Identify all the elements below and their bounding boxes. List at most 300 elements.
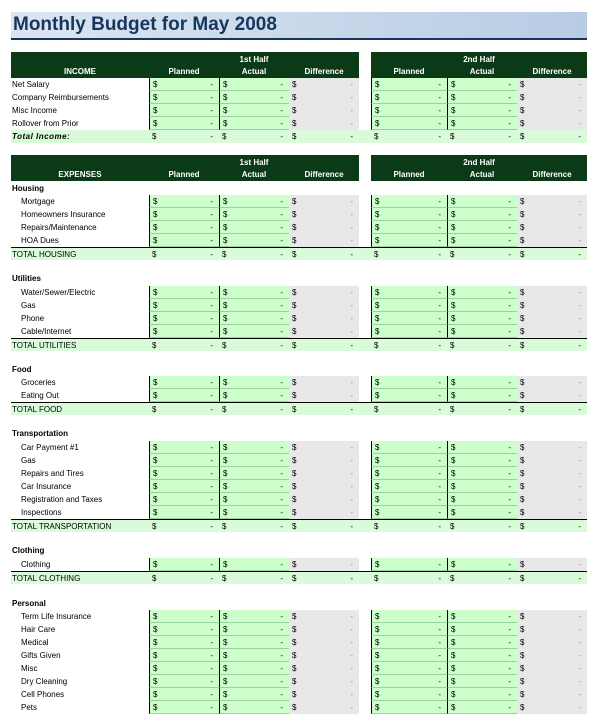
amount-value: - bbox=[578, 210, 581, 219]
amount-value: - bbox=[350, 495, 353, 504]
amount-input-cell[interactable] bbox=[149, 208, 219, 221]
amount-input-cell[interactable] bbox=[219, 91, 289, 104]
amount-input-cell[interactable] bbox=[447, 389, 517, 402]
amount-input-cell[interactable] bbox=[149, 389, 219, 402]
amount-input-cell[interactable] bbox=[149, 91, 219, 104]
difference-cell bbox=[289, 701, 359, 714]
currency-sign: $ bbox=[375, 288, 380, 297]
amount-input-cell[interactable] bbox=[149, 78, 219, 91]
amount-input-cell[interactable] bbox=[219, 195, 289, 208]
amount-value: - bbox=[438, 80, 441, 89]
row-label: Inspections bbox=[21, 508, 62, 517]
amount-input-cell[interactable] bbox=[371, 195, 447, 208]
currency-sign: $ bbox=[375, 236, 380, 245]
header-planned: Planned bbox=[393, 170, 425, 179]
amount-input-cell[interactable] bbox=[219, 117, 289, 130]
amount-value: - bbox=[280, 482, 283, 491]
currency-sign: $ bbox=[375, 80, 380, 89]
amount-input-cell[interactable] bbox=[149, 299, 219, 312]
amount-input-cell[interactable] bbox=[219, 78, 289, 91]
amount-input-cell[interactable] bbox=[149, 312, 219, 325]
currency-sign: $ bbox=[375, 560, 380, 569]
amount-input-cell[interactable] bbox=[447, 636, 517, 649]
amount-input-cell[interactable] bbox=[447, 195, 517, 208]
row-label: Net Salary bbox=[12, 80, 50, 89]
difference-cell bbox=[517, 558, 587, 571]
amount-input-cell[interactable] bbox=[371, 675, 447, 688]
currency-sign: $ bbox=[520, 236, 525, 245]
currency-sign: $ bbox=[153, 223, 158, 232]
amount-input-cell[interactable] bbox=[219, 610, 289, 623]
row-label: Clothing bbox=[21, 560, 51, 569]
amount-input-cell[interactable] bbox=[219, 688, 289, 701]
difference-cell bbox=[517, 441, 587, 454]
amount-input-cell[interactable] bbox=[447, 221, 517, 234]
amount-value: - bbox=[350, 508, 353, 517]
amount-input-cell[interactable] bbox=[149, 688, 219, 701]
amount-value: - bbox=[578, 288, 581, 297]
difference-cell bbox=[517, 506, 587, 519]
amount-input-cell[interactable] bbox=[219, 299, 289, 312]
amount-value: - bbox=[210, 119, 213, 128]
amount-input-cell[interactable] bbox=[447, 441, 517, 454]
amount-input-cell[interactable] bbox=[219, 623, 289, 636]
amount-value: - bbox=[508, 690, 511, 699]
amount-value: - bbox=[280, 250, 283, 259]
amount-input-cell[interactable] bbox=[149, 286, 219, 299]
currency-sign: $ bbox=[153, 508, 158, 517]
amount-input-cell[interactable] bbox=[219, 701, 289, 714]
amount-input-cell[interactable] bbox=[447, 662, 517, 675]
amount-input-cell[interactable] bbox=[447, 558, 517, 571]
amount-input-cell[interactable] bbox=[447, 234, 517, 247]
group-heading: Clothing bbox=[12, 546, 45, 555]
amount-value: - bbox=[508, 469, 511, 478]
amount-value: - bbox=[280, 405, 283, 414]
currency-sign: $ bbox=[292, 288, 297, 297]
difference-cell bbox=[289, 376, 359, 389]
amount-value: - bbox=[508, 677, 511, 686]
amount-input-cell[interactable] bbox=[371, 376, 447, 389]
amount-input-cell[interactable] bbox=[447, 480, 517, 493]
currency-sign: $ bbox=[520, 197, 525, 206]
difference-cell bbox=[517, 312, 587, 325]
amount-input-cell[interactable] bbox=[219, 325, 289, 338]
amount-input-cell[interactable] bbox=[371, 325, 447, 338]
amount-value: - bbox=[280, 522, 283, 531]
row-label: Repairs and Tires bbox=[21, 469, 84, 478]
currency-sign: $ bbox=[292, 405, 297, 414]
amount-input-cell[interactable] bbox=[219, 558, 289, 571]
amount-input-cell[interactable] bbox=[219, 636, 289, 649]
header-difference: Difference bbox=[532, 67, 572, 76]
difference-cell bbox=[289, 339, 359, 352]
amount-value: - bbox=[438, 106, 441, 115]
amount-value: - bbox=[508, 197, 511, 206]
amount-input-cell[interactable] bbox=[371, 104, 447, 117]
amount-input-cell[interactable] bbox=[447, 688, 517, 701]
currency-sign: $ bbox=[375, 301, 380, 310]
currency-sign: $ bbox=[153, 80, 158, 89]
currency-sign: $ bbox=[451, 223, 456, 232]
amount-input-cell[interactable] bbox=[371, 389, 447, 402]
table-row bbox=[11, 675, 587, 688]
header-second-half bbox=[371, 52, 587, 78]
amount-value: - bbox=[350, 664, 353, 673]
currency-sign: $ bbox=[153, 612, 158, 621]
amount-input-cell[interactable] bbox=[149, 506, 219, 519]
difference-cell bbox=[517, 286, 587, 299]
currency-sign: $ bbox=[153, 236, 158, 245]
total-row bbox=[11, 247, 587, 260]
amount-value: - bbox=[438, 197, 441, 206]
amount-value: - bbox=[508, 612, 511, 621]
table-row bbox=[11, 389, 587, 402]
total-cell bbox=[371, 403, 447, 416]
currency-sign: $ bbox=[451, 288, 456, 297]
amount-input-cell[interactable] bbox=[149, 636, 219, 649]
amount-value: - bbox=[210, 250, 213, 259]
row-label: Misc bbox=[21, 664, 38, 673]
amount-value: - bbox=[438, 690, 441, 699]
currency-sign: $ bbox=[375, 391, 380, 400]
amount-value: - bbox=[438, 625, 441, 634]
amount-value: - bbox=[438, 223, 441, 232]
currency-sign: $ bbox=[292, 508, 297, 517]
amount-input-cell[interactable] bbox=[447, 493, 517, 506]
difference-cell bbox=[517, 701, 587, 714]
amount-value: - bbox=[350, 443, 353, 452]
currency-sign: $ bbox=[152, 250, 157, 259]
currency-sign: $ bbox=[375, 508, 380, 517]
currency-sign: $ bbox=[223, 612, 228, 621]
table-row bbox=[11, 558, 587, 571]
amount-value: - bbox=[350, 288, 353, 297]
row-label: Water/Sewer/Electric bbox=[21, 288, 96, 297]
total-cell bbox=[447, 520, 517, 533]
currency-sign: $ bbox=[153, 456, 158, 465]
amount-input-cell[interactable] bbox=[371, 610, 447, 623]
amount-input-cell[interactable] bbox=[371, 623, 447, 636]
currency-sign: $ bbox=[520, 405, 525, 414]
amount-input-cell[interactable] bbox=[371, 286, 447, 299]
currency-sign: $ bbox=[451, 210, 456, 219]
currency-sign: $ bbox=[451, 93, 456, 102]
currency-sign: $ bbox=[520, 288, 525, 297]
row-label: Hair Care bbox=[21, 625, 56, 634]
currency-sign: $ bbox=[520, 495, 525, 504]
amount-input-cell[interactable] bbox=[149, 376, 219, 389]
amount-input-cell[interactable] bbox=[447, 675, 517, 688]
amount-input-cell[interactable] bbox=[219, 234, 289, 247]
currency-sign: $ bbox=[451, 391, 456, 400]
amount-value: - bbox=[210, 560, 213, 569]
currency-sign: $ bbox=[451, 625, 456, 634]
currency-sign: $ bbox=[292, 677, 297, 686]
amount-input-cell[interactable] bbox=[447, 506, 517, 519]
currency-sign: $ bbox=[374, 341, 379, 350]
amount-value: - bbox=[438, 391, 441, 400]
amount-input-cell[interactable] bbox=[447, 299, 517, 312]
currency-sign: $ bbox=[450, 405, 455, 414]
currency-sign: $ bbox=[153, 560, 158, 569]
amount-input-cell[interactable] bbox=[447, 208, 517, 221]
currency-sign: $ bbox=[451, 612, 456, 621]
amount-input-cell[interactable] bbox=[371, 558, 447, 571]
currency-sign: $ bbox=[451, 236, 456, 245]
amount-value: - bbox=[578, 341, 581, 350]
amount-value: - bbox=[280, 327, 283, 336]
amount-input-cell[interactable] bbox=[219, 662, 289, 675]
amount-input-cell[interactable] bbox=[149, 701, 219, 714]
group-heading: Personal bbox=[12, 599, 46, 608]
currency-sign: $ bbox=[292, 341, 297, 350]
amount-value: - bbox=[280, 703, 283, 712]
difference-cell bbox=[517, 221, 587, 234]
amount-input-cell[interactable] bbox=[219, 104, 289, 117]
total-row bbox=[11, 571, 587, 584]
amount-input-cell[interactable] bbox=[447, 454, 517, 467]
currency-sign: $ bbox=[375, 690, 380, 699]
amount-input-cell[interactable] bbox=[149, 623, 219, 636]
amount-input-cell[interactable] bbox=[447, 117, 517, 130]
amount-input-cell[interactable] bbox=[219, 493, 289, 506]
currency-sign: $ bbox=[292, 197, 297, 206]
amount-input-cell[interactable] bbox=[447, 623, 517, 636]
amount-input-cell[interactable] bbox=[219, 675, 289, 688]
amount-value: - bbox=[578, 223, 581, 232]
currency-sign: $ bbox=[223, 314, 228, 323]
currency-sign: $ bbox=[374, 250, 379, 259]
row-label: Registration and Taxes bbox=[21, 495, 103, 504]
amount-input-cell[interactable] bbox=[447, 649, 517, 662]
amount-input-cell[interactable] bbox=[371, 467, 447, 480]
amount-input-cell[interactable] bbox=[371, 493, 447, 506]
amount-value: - bbox=[350, 341, 353, 350]
amount-input-cell[interactable] bbox=[219, 389, 289, 402]
currency-sign: $ bbox=[153, 301, 158, 310]
amount-value: - bbox=[578, 664, 581, 673]
amount-input-cell[interactable] bbox=[149, 649, 219, 662]
amount-value: - bbox=[280, 690, 283, 699]
currency-sign: $ bbox=[520, 456, 525, 465]
amount-input-cell[interactable] bbox=[219, 376, 289, 389]
amount-value: - bbox=[280, 288, 283, 297]
amount-value: - bbox=[438, 456, 441, 465]
currency-sign: $ bbox=[520, 106, 525, 115]
amount-value: - bbox=[508, 80, 511, 89]
amount-input-cell[interactable] bbox=[371, 312, 447, 325]
total-cell bbox=[371, 248, 447, 261]
currency-sign: $ bbox=[153, 651, 158, 660]
amount-value: - bbox=[578, 456, 581, 465]
amount-input-cell[interactable] bbox=[371, 662, 447, 675]
currency-sign: $ bbox=[292, 560, 297, 569]
amount-value: - bbox=[438, 378, 441, 387]
amount-value: - bbox=[578, 301, 581, 310]
amount-value: - bbox=[578, 651, 581, 660]
amount-input-cell[interactable] bbox=[149, 104, 219, 117]
amount-input-cell[interactable] bbox=[447, 286, 517, 299]
amount-value: - bbox=[350, 690, 353, 699]
amount-value: - bbox=[210, 223, 213, 232]
currency-sign: $ bbox=[292, 119, 297, 128]
amount-input-cell[interactable] bbox=[149, 467, 219, 480]
amount-input-cell[interactable] bbox=[371, 688, 447, 701]
amount-input-cell[interactable] bbox=[219, 208, 289, 221]
difference-cell bbox=[517, 572, 587, 585]
amount-value: - bbox=[210, 443, 213, 452]
amount-value: - bbox=[280, 378, 283, 387]
amount-input-cell[interactable] bbox=[447, 312, 517, 325]
amount-input-cell[interactable] bbox=[371, 701, 447, 714]
amount-input-cell[interactable] bbox=[149, 234, 219, 247]
amount-input-cell[interactable] bbox=[371, 299, 447, 312]
difference-cell bbox=[289, 403, 359, 416]
currency-sign: $ bbox=[520, 690, 525, 699]
difference-cell bbox=[289, 623, 359, 636]
amount-input-cell[interactable] bbox=[371, 208, 447, 221]
total-cell bbox=[219, 130, 289, 143]
amount-input-cell[interactable] bbox=[149, 675, 219, 688]
currency-sign: $ bbox=[375, 443, 380, 452]
amount-input-cell[interactable] bbox=[371, 91, 447, 104]
amount-input-cell[interactable] bbox=[371, 506, 447, 519]
amount-input-cell[interactable] bbox=[447, 325, 517, 338]
amount-input-cell[interactable] bbox=[149, 221, 219, 234]
amount-input-cell[interactable] bbox=[447, 104, 517, 117]
amount-input-cell[interactable] bbox=[371, 454, 447, 467]
difference-cell bbox=[289, 662, 359, 675]
amount-value: - bbox=[350, 236, 353, 245]
currency-sign: $ bbox=[520, 625, 525, 634]
amount-value: - bbox=[280, 93, 283, 102]
amount-value: - bbox=[508, 378, 511, 387]
difference-cell bbox=[517, 493, 587, 506]
amount-input-cell[interactable] bbox=[149, 117, 219, 130]
amount-value: - bbox=[508, 119, 511, 128]
table-row bbox=[11, 325, 587, 338]
amount-value: - bbox=[210, 638, 213, 647]
amount-input-cell[interactable] bbox=[371, 441, 447, 454]
amount-input-cell[interactable] bbox=[447, 376, 517, 389]
table-row bbox=[11, 78, 587, 91]
amount-value: - bbox=[438, 93, 441, 102]
table-row bbox=[11, 623, 587, 636]
difference-cell bbox=[517, 195, 587, 208]
amount-input-cell[interactable] bbox=[149, 325, 219, 338]
currency-sign: $ bbox=[292, 210, 297, 219]
amount-input-cell[interactable] bbox=[219, 312, 289, 325]
amount-value: - bbox=[508, 250, 511, 259]
row-label: Company Reimbursements bbox=[12, 93, 109, 102]
amount-value: - bbox=[210, 391, 213, 400]
amount-value: - bbox=[578, 508, 581, 517]
amount-input-cell[interactable] bbox=[219, 441, 289, 454]
total-cell bbox=[149, 520, 219, 533]
total-cell bbox=[447, 339, 517, 352]
amount-input-cell[interactable] bbox=[219, 221, 289, 234]
amount-input-cell[interactable] bbox=[447, 91, 517, 104]
amount-input-cell[interactable] bbox=[219, 649, 289, 662]
amount-input-cell[interactable] bbox=[219, 506, 289, 519]
row-label: HOA Dues bbox=[21, 236, 59, 245]
total-label: TOTAL HOUSING bbox=[12, 250, 77, 259]
amount-input-cell[interactable] bbox=[447, 467, 517, 480]
currency-sign: $ bbox=[292, 223, 297, 232]
amount-input-cell[interactable] bbox=[219, 467, 289, 480]
currency-sign: $ bbox=[292, 301, 297, 310]
currency-sign: $ bbox=[451, 482, 456, 491]
amount-input-cell[interactable] bbox=[371, 636, 447, 649]
currency-sign: $ bbox=[375, 197, 380, 206]
currency-sign: $ bbox=[451, 651, 456, 660]
amount-value: - bbox=[210, 522, 213, 531]
currency-sign: $ bbox=[292, 456, 297, 465]
amount-value: - bbox=[210, 236, 213, 245]
amount-value: - bbox=[280, 638, 283, 647]
currency-sign: $ bbox=[223, 482, 228, 491]
total-cell bbox=[219, 403, 289, 416]
header-section-label: EXPENSES bbox=[58, 170, 102, 179]
row-label: Gas bbox=[21, 456, 36, 465]
currency-sign: $ bbox=[153, 443, 158, 452]
amount-value: - bbox=[210, 341, 213, 350]
amount-input-cell[interactable] bbox=[149, 662, 219, 675]
difference-cell bbox=[517, 688, 587, 701]
amount-input-cell[interactable] bbox=[371, 78, 447, 91]
amount-value: - bbox=[280, 197, 283, 206]
difference-cell bbox=[289, 195, 359, 208]
amount-input-cell[interactable] bbox=[149, 195, 219, 208]
amount-input-cell[interactable] bbox=[447, 610, 517, 623]
difference-cell bbox=[289, 520, 359, 533]
currency-sign: $ bbox=[450, 132, 455, 141]
amount-input-cell[interactable] bbox=[371, 221, 447, 234]
amount-input-cell[interactable] bbox=[149, 441, 219, 454]
currency-sign: $ bbox=[223, 119, 228, 128]
currency-sign: $ bbox=[520, 210, 525, 219]
amount-input-cell[interactable] bbox=[219, 454, 289, 467]
total-cell bbox=[447, 403, 517, 416]
amount-input-cell[interactable] bbox=[371, 117, 447, 130]
difference-cell bbox=[517, 610, 587, 623]
total-cell bbox=[219, 520, 289, 533]
currency-sign: $ bbox=[223, 508, 228, 517]
amount-input-cell[interactable] bbox=[219, 286, 289, 299]
header-difference: Difference bbox=[532, 170, 572, 179]
currency-sign: $ bbox=[292, 132, 297, 141]
table-row bbox=[11, 286, 587, 299]
header-difference: Difference bbox=[304, 67, 344, 76]
amount-input-cell[interactable] bbox=[149, 558, 219, 571]
amount-input-cell[interactable] bbox=[371, 480, 447, 493]
amount-input-cell[interactable] bbox=[149, 493, 219, 506]
amount-input-cell[interactable] bbox=[149, 480, 219, 493]
amount-input-cell[interactable] bbox=[219, 480, 289, 493]
amount-input-cell[interactable] bbox=[447, 701, 517, 714]
amount-input-cell[interactable] bbox=[371, 649, 447, 662]
total-label: TOTAL FOOD bbox=[12, 405, 63, 414]
amount-value: - bbox=[350, 405, 353, 414]
amount-input-cell[interactable] bbox=[371, 234, 447, 247]
amount-input-cell[interactable] bbox=[149, 454, 219, 467]
difference-cell bbox=[517, 91, 587, 104]
amount-input-cell[interactable] bbox=[149, 610, 219, 623]
currency-sign: $ bbox=[223, 93, 228, 102]
currency-sign: $ bbox=[451, 443, 456, 452]
amount-input-cell[interactable] bbox=[447, 78, 517, 91]
